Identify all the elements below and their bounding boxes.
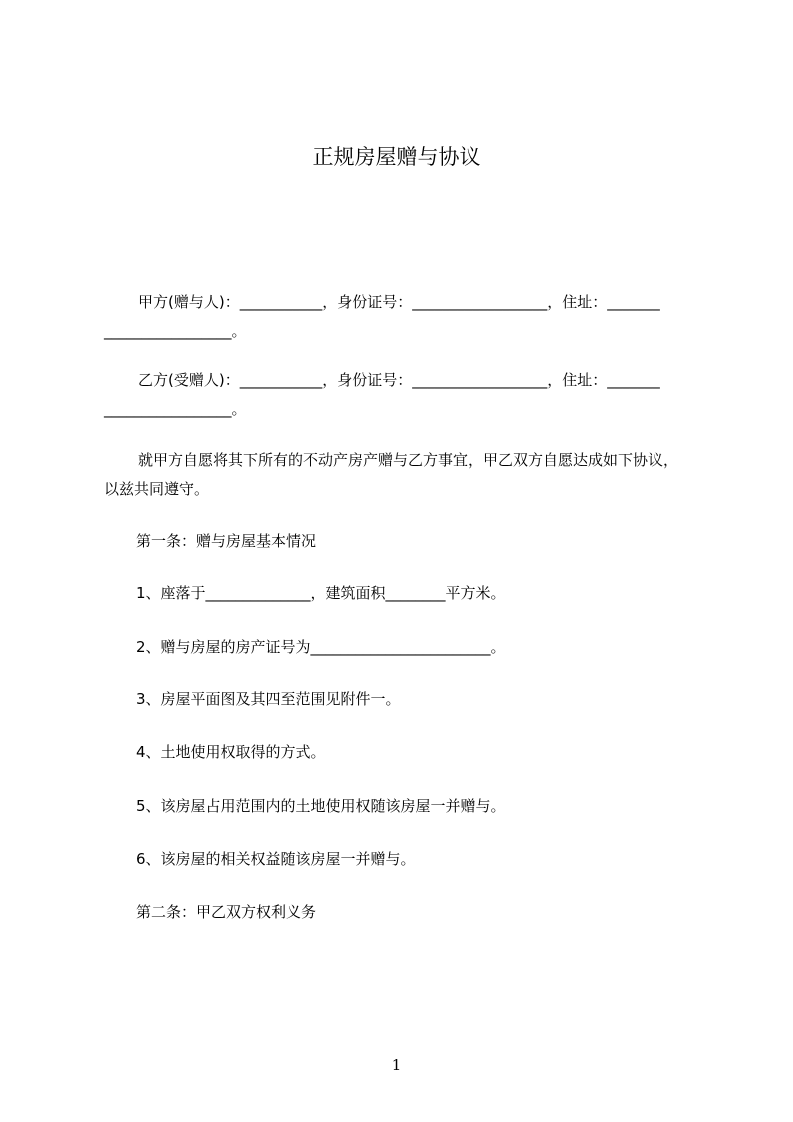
party-b-line-1: 乙方(受赠人)：___________，身份证号：__________________，住址：_______ <box>138 371 660 389</box>
party-a-line-2: _________________。 <box>104 322 247 340</box>
party-b-line-2: _________________。 <box>104 400 247 418</box>
document-title: 正规房屋赠与协议 <box>312 145 481 169</box>
preamble-paragraph <box>104 453 704 497</box>
article-1-item-6: 6、该房屋的相关权益随该房屋一并赠与。 <box>136 850 416 868</box>
page-number: 1 <box>391 1056 402 1074</box>
article-1-item-2: 2、赠与房屋的房产证号为________________________。 <box>136 638 506 656</box>
party-a-paragraph <box>104 295 704 339</box>
article-1-item-5: 5、该房屋占用范围内的土地使用权随该房屋一并赠与。 <box>136 797 506 815</box>
party-b-paragraph <box>104 373 704 417</box>
article-1-heading: 第一条：赠与房屋基本情况 <box>136 532 317 550</box>
article-2-heading: 第二条：甲乙双方权利义务 <box>136 903 317 921</box>
article-1-item-1: 1、座落于______________，建筑面积________平方米。 <box>136 584 506 602</box>
preamble-line-1: 就甲方自愿将其下所有的不动产房产赠与乙方事宜，甲乙双方自愿达成如下协议， <box>138 451 679 469</box>
party-a-line-1: 甲方(赠与人)：___________，身份证号：__________________，住址：_______ <box>138 293 660 311</box>
preamble-line-2: 以兹共同遵守。 <box>104 480 210 498</box>
article-1-item-4: 4、土地使用权取得的方式。 <box>136 743 326 761</box>
article-1-item-3: 3、房屋平面图及其四至范围见附件一。 <box>136 690 401 708</box>
